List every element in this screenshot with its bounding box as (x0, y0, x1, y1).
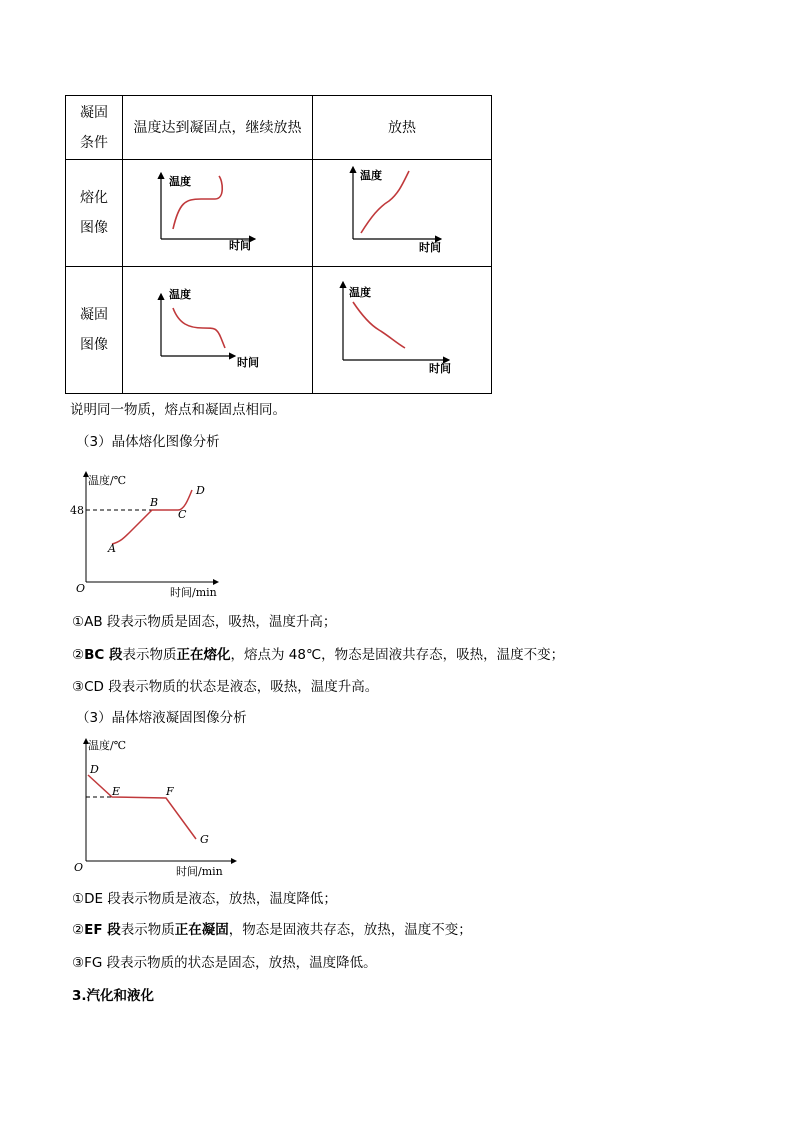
row-label (66, 266, 123, 393)
row-label (66, 96, 123, 160)
point-c-label: C (178, 508, 187, 521)
x-label: 时间 (229, 238, 251, 252)
freeze-line-3: ③FG 段表示物质的状态是固态，放热，温度降低。 (72, 955, 377, 971)
point-d-label: D (90, 763, 99, 776)
point-e-label: E (112, 785, 121, 798)
comparison-table (65, 95, 492, 394)
point-a-label: A (108, 542, 116, 555)
curve (353, 302, 405, 348)
origin-label: O (76, 582, 86, 595)
freeze-chart (66, 735, 246, 880)
amorphous-freeze-graph (313, 268, 491, 392)
melt-line-2-part1: ② (72, 647, 85, 663)
origin-label: O (74, 861, 84, 874)
point-g-label: G (200, 833, 209, 846)
x-label: 时间 (237, 355, 259, 369)
freeze-line-2-part1: ② (72, 922, 85, 938)
freeze-line-1: ①DE 段表示物质是液态，放热，温度降低； (72, 891, 337, 907)
row-label-line2: 图像 (80, 219, 108, 236)
crystal-freeze-condition: 温度达到凝固点，继续放热 (123, 96, 313, 160)
row-label-line1: 凝固 (80, 306, 108, 323)
amorphous-freeze-condition: 放热 (313, 96, 492, 160)
note-text: 说明同一物质，熔点和凝固点相同。 (70, 402, 286, 418)
ytick-48: 48 (70, 504, 84, 517)
melt-line-2-part3: ，熔点为 48℃，物态是固液共存态，吸热，温度不变； (230, 647, 565, 663)
table-row-freeze-condition (66, 96, 492, 160)
freeze-line-2 (72, 920, 472, 940)
freeze-line-2-bold1: EF 段 (84, 922, 121, 938)
crystal-melt-graph (123, 161, 311, 265)
section-heading-freeze: （3）晶体熔液凝固图像分析 (76, 710, 247, 726)
amorphous-melt-graph-cell (313, 160, 492, 266)
amorphous-freeze-graph-cell (313, 266, 492, 393)
x-label: 时间/min (176, 865, 223, 878)
row-label-line1: 凝固 (80, 104, 108, 121)
freeze-curve (88, 775, 196, 839)
point-f-label: F (166, 785, 174, 798)
crystal-melt-graph-cell (123, 160, 313, 266)
row-label-line1: 熔化 (80, 189, 108, 206)
table-row-melt-graph (66, 160, 492, 266)
melt-line-1: ①AB 段表示物质是固态，吸热，温度升高； (72, 614, 337, 630)
freeze-line-2-part3: ，物态是固液共存态，放热，温度不变； (228, 922, 472, 938)
curve (173, 308, 225, 348)
section-heading-melt: （3）晶体熔化图像分析 (76, 434, 220, 450)
row-label (66, 160, 123, 266)
y-label: 温度/℃ (88, 739, 127, 752)
melt-chart (66, 462, 236, 602)
melt-line-2-part2: 表示物质 (122, 647, 177, 663)
y-label: 温度/℃ (88, 474, 127, 487)
y-label: 温度 (169, 174, 191, 188)
row-label-line2: 条件 (80, 134, 108, 151)
x-label: 时间 (429, 361, 451, 375)
melt-line-2 (72, 645, 564, 665)
melt-line-3: ③CD 段表示物质的状态是液态，吸热，温度升高。 (72, 679, 379, 695)
row-label-line2: 图像 (80, 336, 108, 353)
melt-line-2-bold2: 正在熔化 (176, 647, 231, 663)
x-label: 时间/min (170, 586, 217, 599)
freeze-line-2-bold2: 正在凝固 (174, 922, 229, 938)
point-d-label: D (196, 484, 205, 497)
table-row-freeze-graph (66, 266, 492, 393)
y-label: 温度 (349, 285, 371, 299)
amorphous-melt-graph (313, 161, 491, 265)
y-label: 温度 (360, 168, 382, 182)
melt-line-2-bold1: BC 段 (84, 647, 123, 663)
y-label: 温度 (169, 287, 191, 301)
crystal-freeze-graph-cell (123, 266, 313, 393)
x-label: 时间 (419, 240, 441, 254)
freeze-line-2-part2: 表示物质 (120, 922, 175, 938)
crystal-freeze-graph (123, 268, 311, 392)
next-section-heading: 3.汽化和液化 (72, 988, 155, 1004)
point-b-label: B (150, 496, 159, 509)
